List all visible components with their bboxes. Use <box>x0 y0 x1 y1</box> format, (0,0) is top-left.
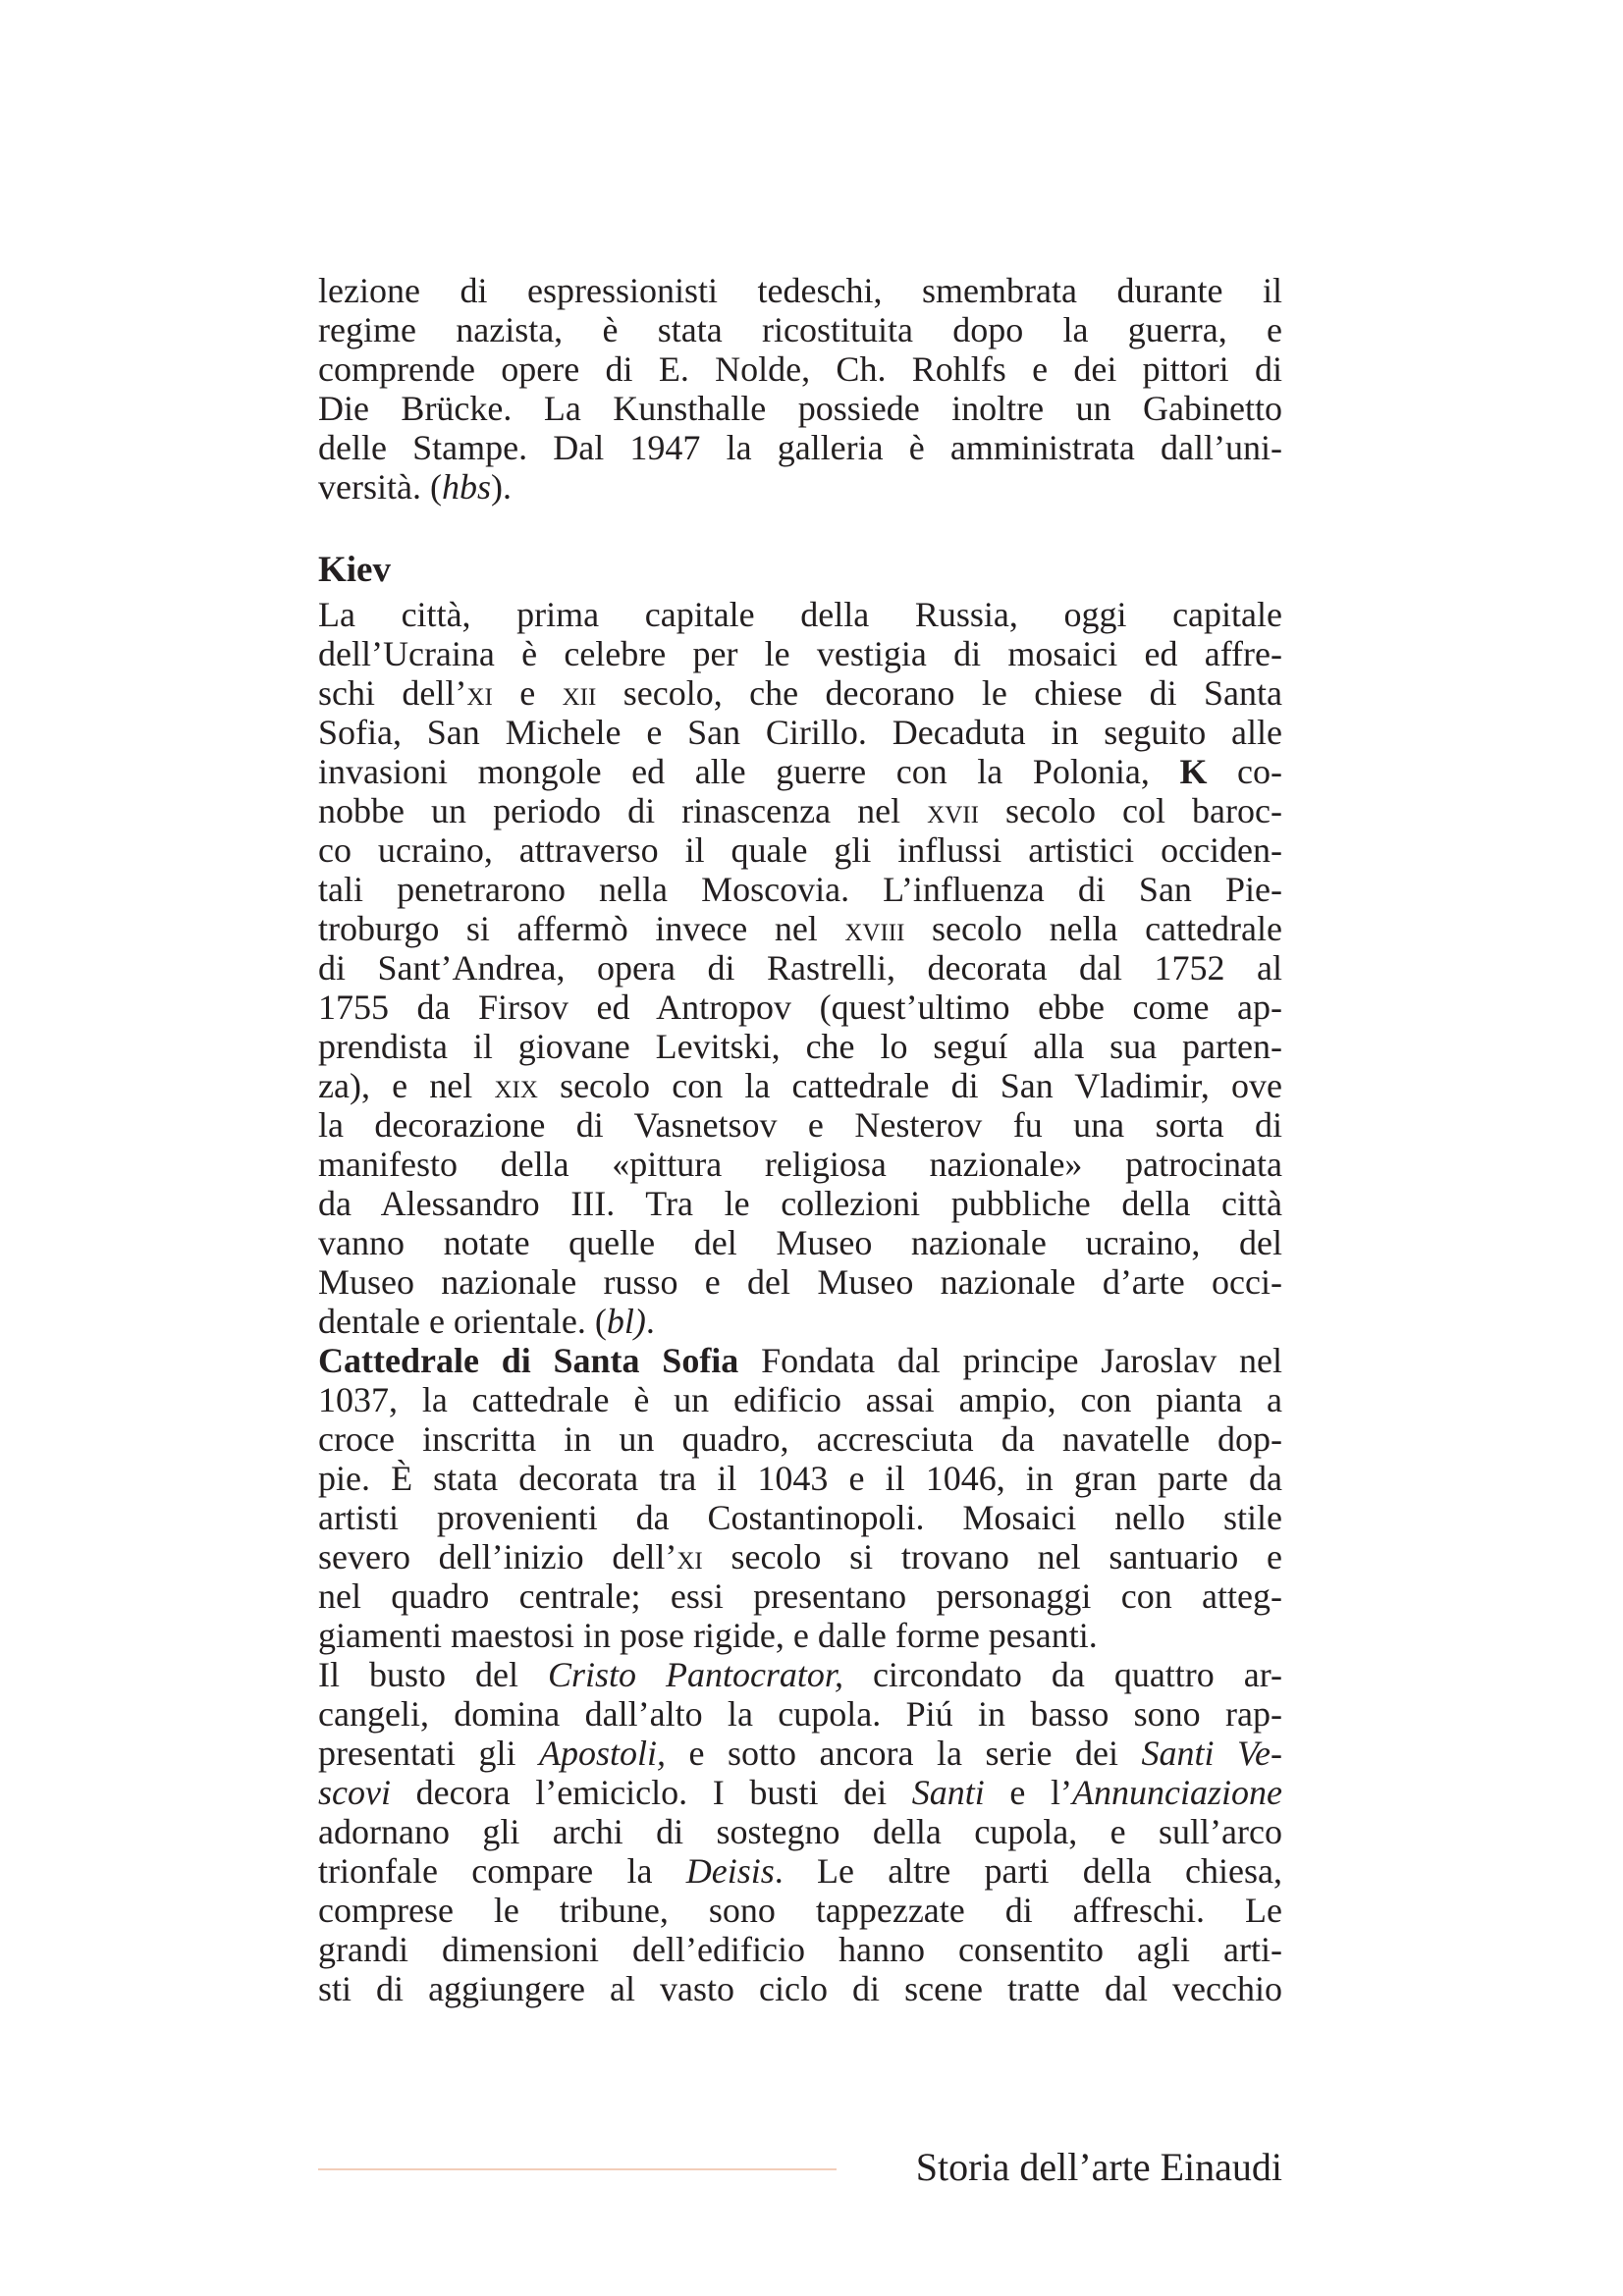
text-line: Sofia, San Michele e San Cirillo. Decaduta in seguito alle <box>318 713 1282 752</box>
text-line <box>318 909 1282 948</box>
artwork-title: Deisis <box>685 1851 775 1891</box>
text-line <box>318 1655 1282 1694</box>
text-run: versità. ( <box>318 467 442 507</box>
text-run: secolo, che decorano le chiese di Santa <box>596 673 1283 713</box>
text-run: decora l’emiciclo. I busti dei <box>390 1773 912 1812</box>
text-line: lezione di espressionisti tedeschi, smembrata durante il <box>318 271 1282 310</box>
text-line: pie. È stata decorata tra il 1043 e il 1046, in gran parte da <box>318 1459 1282 1498</box>
author-initials: bl) <box>606 1302 646 1341</box>
text-line: cangeli, domina dall’alto la cupola. Piú in basso sono rap- <box>318 1694 1282 1734</box>
century-numeral: xvii <box>927 791 979 830</box>
text-run: Fondata dal principe Jaroslav nel <box>738 1341 1283 1380</box>
text-run: troburgo si affermò invece nel <box>318 909 845 948</box>
text-line: prendista il giovane Levitski, che lo seguí alla sua parten- <box>318 1027 1282 1066</box>
text-line: sti di aggiungere al vasto ciclo di scene tratte dal vecchio <box>318 1969 1282 2008</box>
text-run: co- <box>1207 752 1282 791</box>
artwork-title: Santi <box>911 1773 985 1812</box>
subentry-title: Cattedrale di Santa Sofia <box>318 1341 739 1380</box>
text-run: . <box>645 1302 655 1341</box>
text-line <box>318 1341 1282 1380</box>
entry-abbreviation: K <box>1179 752 1208 791</box>
text-line: da Alessandro III. Tra le collezioni pubbliche della città <box>318 1184 1282 1223</box>
text-line: vanno notate quelle del Museo nazionale ucraino, del <box>318 1223 1282 1262</box>
text-line: 1755 da Firsov ed Antropov (quest’ultimo ebbe come ap- <box>318 988 1282 1027</box>
text-line <box>318 1851 1282 1891</box>
text-line: la decorazione di Vasnetsov e Nesterov fu una sorta di <box>318 1105 1282 1145</box>
text-run: . Le altre parti della chiesa, <box>774 1851 1282 1891</box>
text-run: trionfale compare la <box>318 1851 686 1891</box>
text-run: Il busto del <box>318 1655 548 1694</box>
footer-divider <box>318 2168 837 2170</box>
text-line: delle Stampe. Dal 1947 la galleria è amministrata dall’uni- <box>318 428 1282 467</box>
text-line: manifesto della «pittura religiosa nazionale» patrocinata <box>318 1145 1282 1184</box>
text-line: comprese le tribune, sono tappezzate di affreschi. Le <box>318 1891 1282 1930</box>
text-line: nel quadro centrale; essi presentano personaggi con atteg- <box>318 1576 1282 1616</box>
text-line: adornano gli archi di sostegno della cupola, e sull’arco <box>318 1812 1282 1851</box>
text-line: tali penetrarono nella Moscovia. L’influenza di San Pie- <box>318 870 1282 909</box>
text-run: severo dell’inizio dell’ <box>318 1537 677 1576</box>
century-numeral: xviii <box>844 909 905 948</box>
text-line: co ucraino, attraverso il quale gli influssi artistici occiden- <box>318 830 1282 870</box>
cathedral-paragraph <box>318 1341 1282 1655</box>
text-line <box>318 1537 1282 1576</box>
text-line <box>318 673 1282 713</box>
text-line: regime nazista, è stata ricostituita dopo la guerra, e <box>318 310 1282 349</box>
text-run: e sotto ancora la serie dei <box>666 1734 1142 1773</box>
intro-paragraph <box>318 271 1282 507</box>
text-line: dell’Ucraina è celebre per le vestigia di mosaici ed affre- <box>318 634 1282 673</box>
text-line <box>318 791 1282 830</box>
text-run: schi dell’ <box>318 673 467 713</box>
text-run: presentati gli <box>318 1734 539 1773</box>
artwork-title: Santi Ve- <box>1141 1734 1282 1773</box>
text-run: secolo con la cattedrale di San Vladimir, ove <box>537 1066 1282 1105</box>
century-numeral: xi <box>466 673 493 713</box>
text-line <box>318 1066 1282 1105</box>
century-numeral: xii <box>562 673 597 713</box>
busto-paragraph <box>318 1655 1282 2008</box>
section-heading: Kiev <box>318 550 391 590</box>
text-line: Die Brücke. La Kunsthalle possiede inoltre un Gabinetto <box>318 389 1282 428</box>
artwork-title: scovi <box>318 1773 391 1812</box>
footer-publisher: Storia dell’arte Einaudi <box>915 2145 1282 2189</box>
text-line <box>318 1302 1282 1341</box>
text-line: La città, prima capitale della Russia, oggi capitale <box>318 595 1282 634</box>
text-run: secolo col baroc- <box>978 791 1282 830</box>
kiev-paragraph <box>318 595 1282 1341</box>
main-text <box>318 271 1282 2008</box>
text-line: Museo nazionale russo e del Museo nazionale d’arte occi- <box>318 1262 1282 1302</box>
text-run: ). <box>490 467 512 507</box>
text-line: comprende opere di E. Nolde, Ch. Rohlfs e dei pittori di <box>318 349 1282 389</box>
author-initials: hbs <box>441 467 491 507</box>
text-run: circondato da quattro ar- <box>842 1655 1283 1694</box>
text-run: za), e nel <box>318 1066 495 1105</box>
artwork-title: Cristo Pantocrator, <box>547 1655 843 1694</box>
century-numeral: xix <box>494 1066 538 1105</box>
text-line: di Sant’Andrea, opera di Rastrelli, decorata dal 1752 al <box>318 948 1282 988</box>
artwork-title: Annunciazione <box>1072 1773 1282 1812</box>
century-numeral: xi <box>676 1537 703 1576</box>
text-line <box>318 1734 1282 1773</box>
text-line: giamenti maestosi in pose rigide, e dalle forme pesanti. <box>318 1616 1098 1655</box>
text-run: invasioni mongole ed alle guerre con la Polonia, <box>318 752 1180 791</box>
text-line: 1037, la cattedrale è un edificio assai ampio, con pianta a <box>318 1380 1282 1419</box>
text-run: e <box>492 673 563 713</box>
text-run: secolo si trovano nel santuario e <box>702 1537 1282 1576</box>
text-run: e l’ <box>984 1773 1073 1812</box>
text-run: dentale e orientale. ( <box>318 1302 607 1341</box>
text-line: grandi dimensioni dell’edificio hanno consentito agli arti- <box>318 1930 1282 1969</box>
text-line <box>318 752 1282 791</box>
text-line: croce inscritta in un quadro, accresciuta da navatelle dop- <box>318 1419 1282 1459</box>
text-run: secolo nella cattedrale <box>904 909 1282 948</box>
artwork-title: Apostoli, <box>538 1734 666 1773</box>
text-line <box>318 467 1282 507</box>
text-line: artisti provenienti da Costantinopoli. Mosaici nello stile <box>318 1498 1282 1537</box>
text-line <box>318 1773 1282 1812</box>
text-run: nobbe un periodo di rinascenza nel <box>318 791 928 830</box>
